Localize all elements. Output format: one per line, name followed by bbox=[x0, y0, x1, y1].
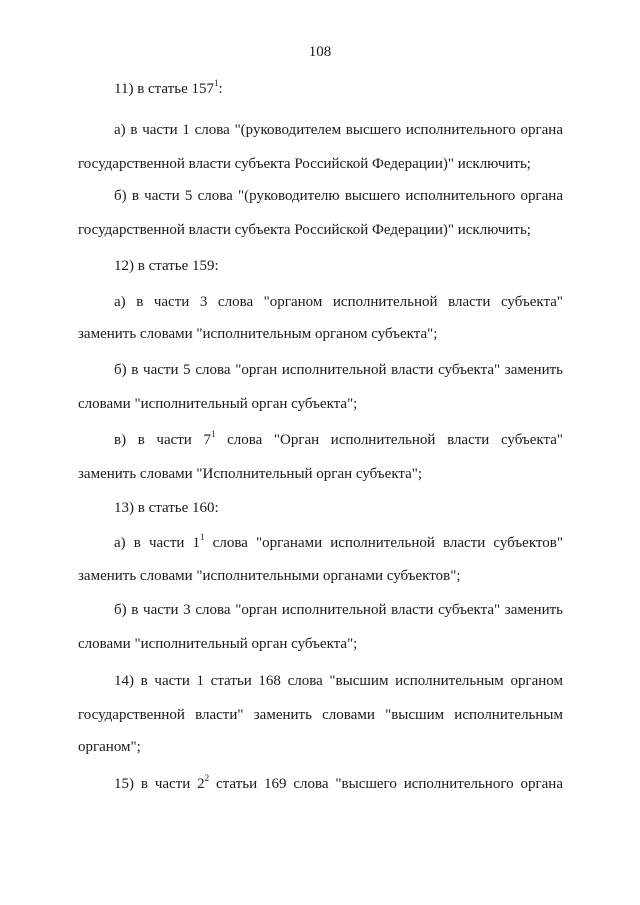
item-12b-line1: б) в части 5 слова "орган исполнительной власти субъекта" заменить bbox=[114, 362, 563, 378]
item-12a-line1: а) в части 3 слова "органом исполнительной власти субъекта" bbox=[114, 294, 563, 310]
page-number: 108 bbox=[308, 44, 332, 60]
item-12c-line1: в) в части $7^1$ слова "Орган исполнительной власти субъекта" bbox=[114, 429, 563, 448]
item-13b-line2: словами "исполнительный орган субъекта"; bbox=[78, 636, 358, 652]
item-12b-line2: словами "исполнительный орган субъекта"; bbox=[78, 396, 358, 412]
item-13a-line1: а) в части $1^1$ слова "органами исполнительной власти субъектов" bbox=[114, 532, 563, 551]
item-12-heading: 12) в статье 159: bbox=[114, 258, 219, 274]
item-13a-line2: заменить словами "исполнительными органами субъектов"; bbox=[78, 568, 461, 584]
item-11a-line1: а) в части 1 слова "(руководителем высшего исполнительного органа bbox=[114, 122, 563, 138]
item-15-line1: 15) в части $2^2$ статьи 169 слова "высшего исполнительного органа bbox=[114, 773, 563, 792]
item-14-line3: органом"; bbox=[78, 739, 141, 755]
item-14-line2: государственной власти" заменить словами "высшим исполнительным bbox=[78, 707, 563, 723]
item-12c-line2: заменить словами "Исполнительный орган субъекта"; bbox=[78, 466, 423, 482]
item-13-heading: 13) в статье 160: bbox=[114, 500, 219, 516]
item-14-line1: 14) в части 1 статьи 168 слова "высшим исполнительным органом bbox=[114, 673, 563, 689]
item-11a-line2: государственной власти субъекта Российской Федерации)" исключить; bbox=[78, 156, 531, 172]
item-11b-line2: государственной власти субъекта Российской Федерации)" исключить; bbox=[78, 222, 531, 238]
item-11-heading: 11) в статье $157^1$: bbox=[114, 78, 223, 97]
item-11b-line1: б) в части 5 слова "(руководителю высшего исполнительного органа bbox=[114, 188, 563, 204]
item-12a-line2: заменить словами "исполнительным органом субъекта"; bbox=[78, 326, 438, 342]
item-13b-line1: б) в части 3 слова "орган исполнительной власти субъекта" заменить bbox=[114, 602, 563, 618]
